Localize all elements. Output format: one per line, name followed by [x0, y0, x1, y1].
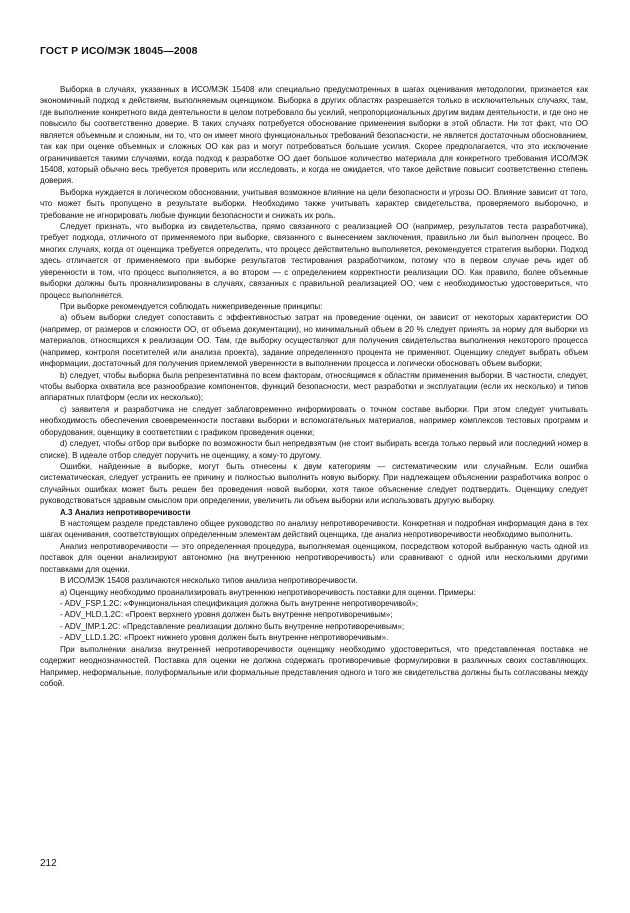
paragraph-consistency-types: В ИСО/МЭК 15408 различаются несколько типов анализа непротиворечивости.	[60, 576, 358, 586]
list-item-principle-a: а) объем выборки следует сопоставить с эффективностью затрат на проведение оценки, он зависит от некоторых характеристик ОО (например, от размеров и сложности ОО, от объема документации), но минимальный объем в 20 % следует принять за норму для выборки из материалов, относящихся к реализации ОО. Там, где выборку осуществляют для получения свидетельства выполнения некоторого процесса (например, контроля посетителей или анализа проекта), задание определенного процента не применяют. Оценщику следует выбрать объем информации, достаточный для получения приемлемой уверенности в выполнении процесса и логически обосновать объем выборки;	[40, 313, 588, 369]
paragraph-sampling-rationale: Выборка нуждается в логическом обосновании, учитывая возможное влияние на цели безопасности и угрозы ОО. Влияние зависит от того, что может быть пропущено в результате выборки. Необходимо также учитывать характер свидетельства, проверяемого выборочно, и требование не игнорировать любые функции безопасности и снижать их роль.	[40, 187, 588, 220]
paragraph-consistency-definition: Анализ непротиворечивости — это определенная процедура, выполняемая оценщиком, посредством которой выбранную часть одной из поставок для оценки анализируют автономно (на внутреннюю непротиворечивость) или сравнивают с одной или несколькими другими поставками для оценки.	[40, 541, 588, 574]
list-item-adv-hld: - ADV_HLD.1.2C: «Проект верхнего уровня должен быть внутренне непротиворечивым»;	[60, 610, 393, 620]
list-item-adv-lld: - ADV_LLD.1.2C: «Проект нижнего уровня должен быть внутренне непротиворечивым».	[60, 633, 389, 643]
list-item-adv-imp: - ADV_IMP.1.2C: «Представление реализации должно быть внутренне непротиворечивым»;	[60, 621, 405, 631]
paragraph-sampling-intro: Выборка в случаях, указанных в ИСО/МЭК 15408 или специально предусмотренных в шагах оценивания методологии, признается как экономичный подход к действиям, выполняемым оценщиком. Выборка в других областях разрешается только в исключительных случаях, там, где выполнение конкретного вида деятельности в целом потребовало бы усилий, непропорциональных другим видам деятельности, и где оно не повысило бы соответственно доверие. В таких случаях потребуется обоснование применения выборки в этой области. Ни тот факт, что ОО является объемным и сложным, ни то, что он имеет много функциональных требований безопасности, не является достаточным обоснованием, так как при оценке объемных и сложных ОО как раз и могут потребоваться большие усилия. Скорее предполагается, что это исключение ограничивается такими случаями, когда подход к разработке ОО дает большое количество материала для конкретного требования ИСО/МЭК 15408, который обычно весь требуется проверить или исследовать, и когда не ожидается, что такое действие повысит соответственно степень доверия.	[40, 85, 588, 186]
document-header: ГОСТ Р ИСО/МЭК 18045—2008	[40, 45, 198, 57]
list-item-consistency-a: а) Оценщику необходимо проанализировать внутреннюю непротиворечивость поставки для оценки. Примеры:	[60, 587, 476, 597]
list-item-principle-d: d) следует, чтобы отбор при выборке по возможности был непредвзятым (не стоит выбирать всегда только первый или последний номер в списке). В идеале отбор следует поручить не оценщику, а кому-то другому.	[40, 439, 588, 460]
document-body	[40, 84, 588, 689]
section-heading-a3: А.3 Анализ непротиворечивости	[60, 507, 191, 517]
paragraph-internal-consistency: При выполнении анализа внутренней непротиворечивости оценщику необходимо удостовериться, что представленная поставка не содержит неоднозначностей. Поставка для оценки не должна содержать противоречивые формулировки в различных своих составляющих. Например, неформальные, полуформальные или формальные представления одного и того же свидетельства должны быть согласованы между собой.	[40, 644, 588, 688]
paragraph-sampling-errors: Ошибки, найденные в выборке, могут быть отнесены к двум категориям — систематическим или случайным. Если ошибка систематическая, следует устранить ее причину и полностью выполнить новую выборку. При надлежащем объяснении разработчика вопрос о случайных ошибках может быть решен без проведения новой выборки, хотя такое объяснение следует подтвердить. Оценщику следует руководствоваться здравым смыслом при определении, увеличить ли объем выборки или использовать другую выборку.	[40, 461, 588, 506]
paragraph-principles-intro: При выборке рекомендуется соблюдать нижеприведенные принципы:	[60, 302, 323, 312]
paragraph-consistency-intro: В настоящем разделе представлено общее руководство по анализу непротиворечивости. Конкретная и подробная информация дана в тех шагах оценивания, соответствующих определенным элементам действий оценщика, где анализ непротиворечивости необходимо выполнить.	[40, 519, 588, 540]
list-item-principle-b: b) следует, чтобы выборка была репрезентативна по всем факторам, относящимся к областям применения выборки. В частности, следует, чтобы выборка охватила все разнообразие компонентов, функций безопасности, мест разработки и эксплуатации (если их несколько) и типов аппаратных платформ (если их несколько);	[40, 370, 588, 403]
list-item-principle-c: c) заявителя и разработчика не следует заблаговременно информировать о точном составе выборки. При этом следует учитывать необходимость обеспечения своевременности поставки выборки и вспомогательных материалов, например комплексов тестовых программ и оборудования, оценщику в соответствии с графиком проведения оценки;	[40, 404, 588, 437]
paragraph-sampling-evidence: Следует признать, что выборка из свидетельства, прямо связанного с реализацией ОО (например, результатов теста разработчика), требует подхода, отличного от применяемого при выборке, связанного с вынесением заключения, правильно ли был выполнен процесс. Во многих случаях, когда от оценщика требуется определить, что процесс действительно выполняется, рекомендуется стратегия выборки. Подход здесь отличается от применяемого при выборке результатов тестирования разработчиком, потому что в первом случае речь идет об уверенности в том, что процесс выполняется, а во втором — с определением корректности реализации ОО. Как правило, более объемные выборки должны быть проанализированы в случаях, связанных с правильной реализацией ОО, чем с необходимостью удостовериться, что процесс выполняется.	[40, 222, 588, 300]
list-item-adv-fsp: - ADV_FSP.1.2C: «Функциональная спецификация должна быть внутренне непротиворечивой»;	[60, 598, 419, 608]
page-number: 212	[40, 858, 57, 869]
